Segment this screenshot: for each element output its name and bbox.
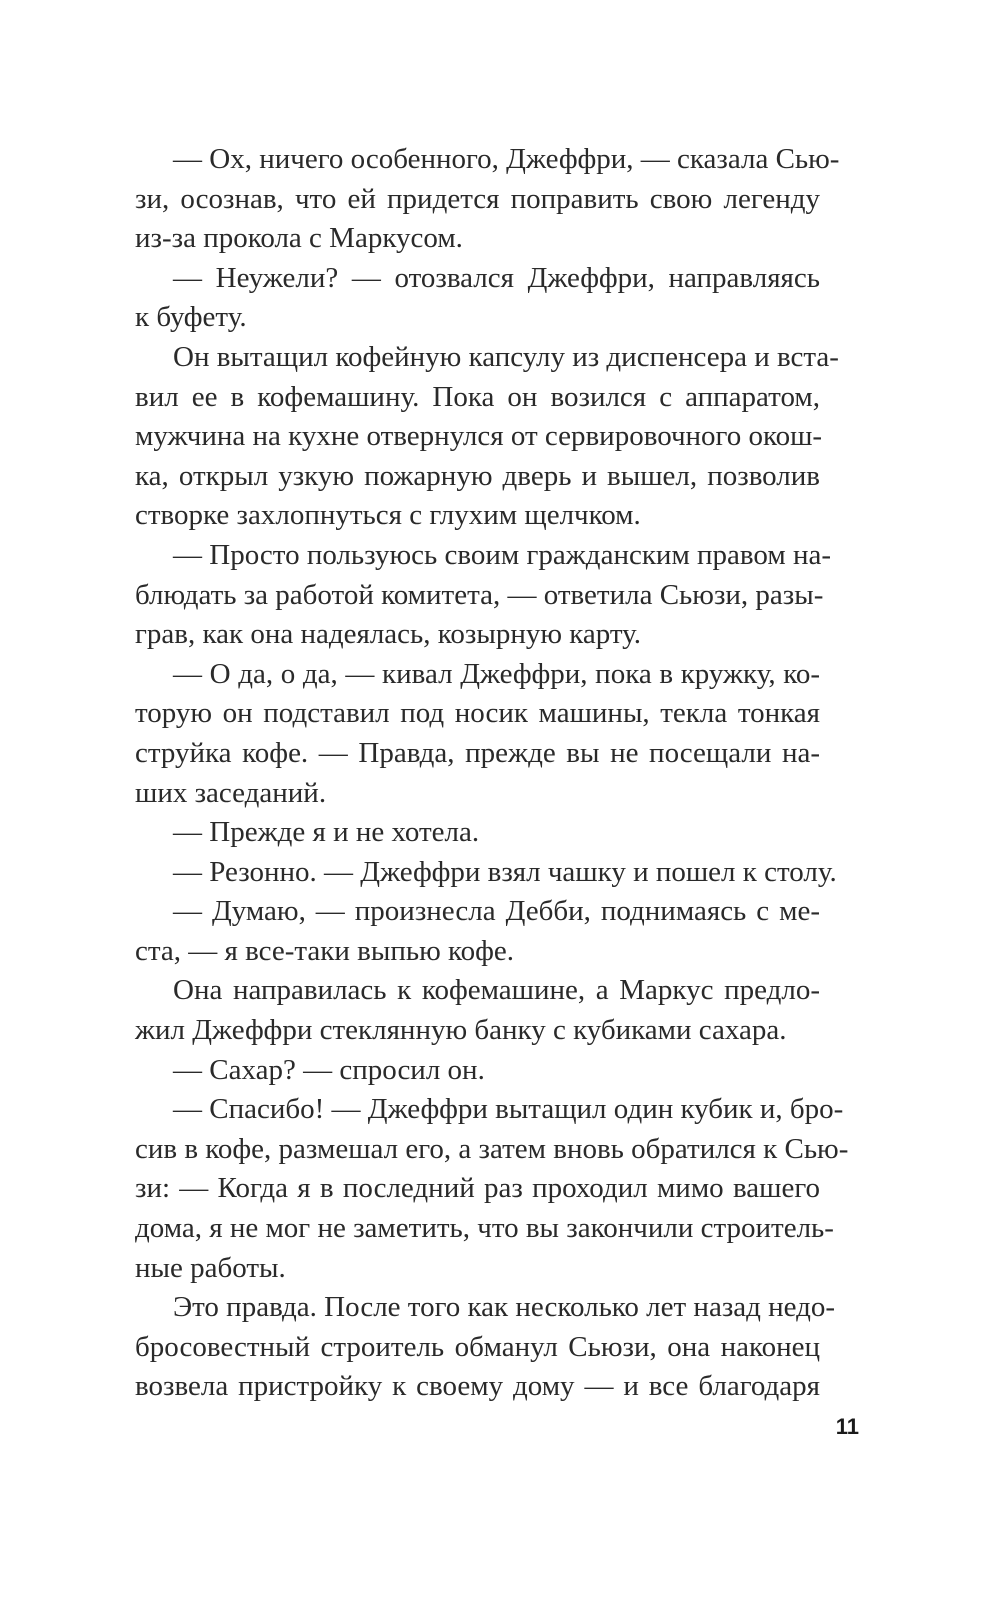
paragraph <box>135 971 820 1050</box>
paragraph <box>135 1051 820 1091</box>
text-line: к буфету. <box>135 301 247 334</box>
text-line: — Просто пользуюсь своим гражданским правом на- <box>173 538 832 571</box>
text-line: Она направилась к кофемашине, а Маркус предло- <box>173 974 820 1007</box>
page-number: 11 <box>835 1414 859 1439</box>
text-line: — Ох, ничего особенного, Джеффри, — сказала Сью- <box>173 143 840 175</box>
text-line: ших заседаний. <box>135 776 327 809</box>
paragraph <box>135 1090 849 1288</box>
paragraph <box>135 338 839 536</box>
text-line: — Неужели? — отозвался Джеффри, направляясь <box>173 261 820 294</box>
paragraph <box>135 1288 836 1407</box>
text-line: — Думаю, — произнесла Дебби, поднимаясь с ме- <box>173 895 820 928</box>
paragraph <box>135 536 832 655</box>
text-line: — Прежде я и не хотела. <box>173 816 480 849</box>
paragraph <box>135 892 820 971</box>
text-line: из-за прокола с Маркусом. <box>135 222 463 255</box>
paragraph <box>135 140 840 259</box>
text-line: струйка кофе. — Правда, прежде вы не посещали на- <box>135 736 820 769</box>
text-line: — О да, о да, — кивал Джеффри, пока в кружку, ко- <box>173 657 820 690</box>
paragraph <box>135 813 820 853</box>
paragraph <box>135 259 820 338</box>
text-line: зи: — Когда я в последний раз проходил мимо вашего <box>135 1172 820 1205</box>
text-line: дома, я не мог не заметить, что вы закончили строитель- <box>135 1212 834 1245</box>
text-line: Он вытащил кофейную капсулу из диспенсера и вста- <box>173 340 839 373</box>
text-line: блюдать за работой комитета, — ответила Сьюзи, разы- <box>135 578 824 611</box>
text-line: сив в кофе, размешал его, а затем вновь обратился к Сью- <box>135 1132 849 1165</box>
text-line: вил ее в кофемашину. Пока он возился с аппаратом, <box>135 380 820 413</box>
text-line: — Спасибо! — Джеффри вытащил один кубик и, бро- <box>173 1093 844 1126</box>
text-line: ка, открыл узкую пожарную дверь и вышел, позволив <box>135 459 820 492</box>
text-line: створке захлопнуться с глухим щелчком. <box>135 499 641 532</box>
text-line: торую он подставил под носик машины, текла тонкая <box>135 697 820 730</box>
text-line: грав, как она надеялась, козырную карту. <box>135 618 642 651</box>
text-line: — Сахар? — спросил он. <box>173 1053 485 1086</box>
text-line: бросовестный строитель обманул Сьюзи, она наконец <box>135 1330 820 1363</box>
text-line: Это правда. После того как несколько лет назад недо- <box>173 1291 836 1324</box>
text-line: ста, — я все-таки выпью кофе. <box>135 934 515 967</box>
text-line: — Резонно. — Джеффри взял чашку и пошел к столу. <box>173 855 837 888</box>
body-text <box>135 140 849 1407</box>
text-line: жил Джеффри стеклянную банку с кубиками сахара. <box>135 1014 787 1047</box>
paragraph <box>135 655 820 813</box>
text-line: мужчина на кухне отвернулся от сервировочного окош- <box>135 420 823 453</box>
text-line: возвела пристройку к своему дому — и все благодаря <box>135 1370 820 1403</box>
paragraph <box>135 853 837 893</box>
text-line: зи, осознав, что ей придется поправить свою легенду <box>135 182 820 215</box>
text-line: ные работы. <box>135 1251 286 1284</box>
